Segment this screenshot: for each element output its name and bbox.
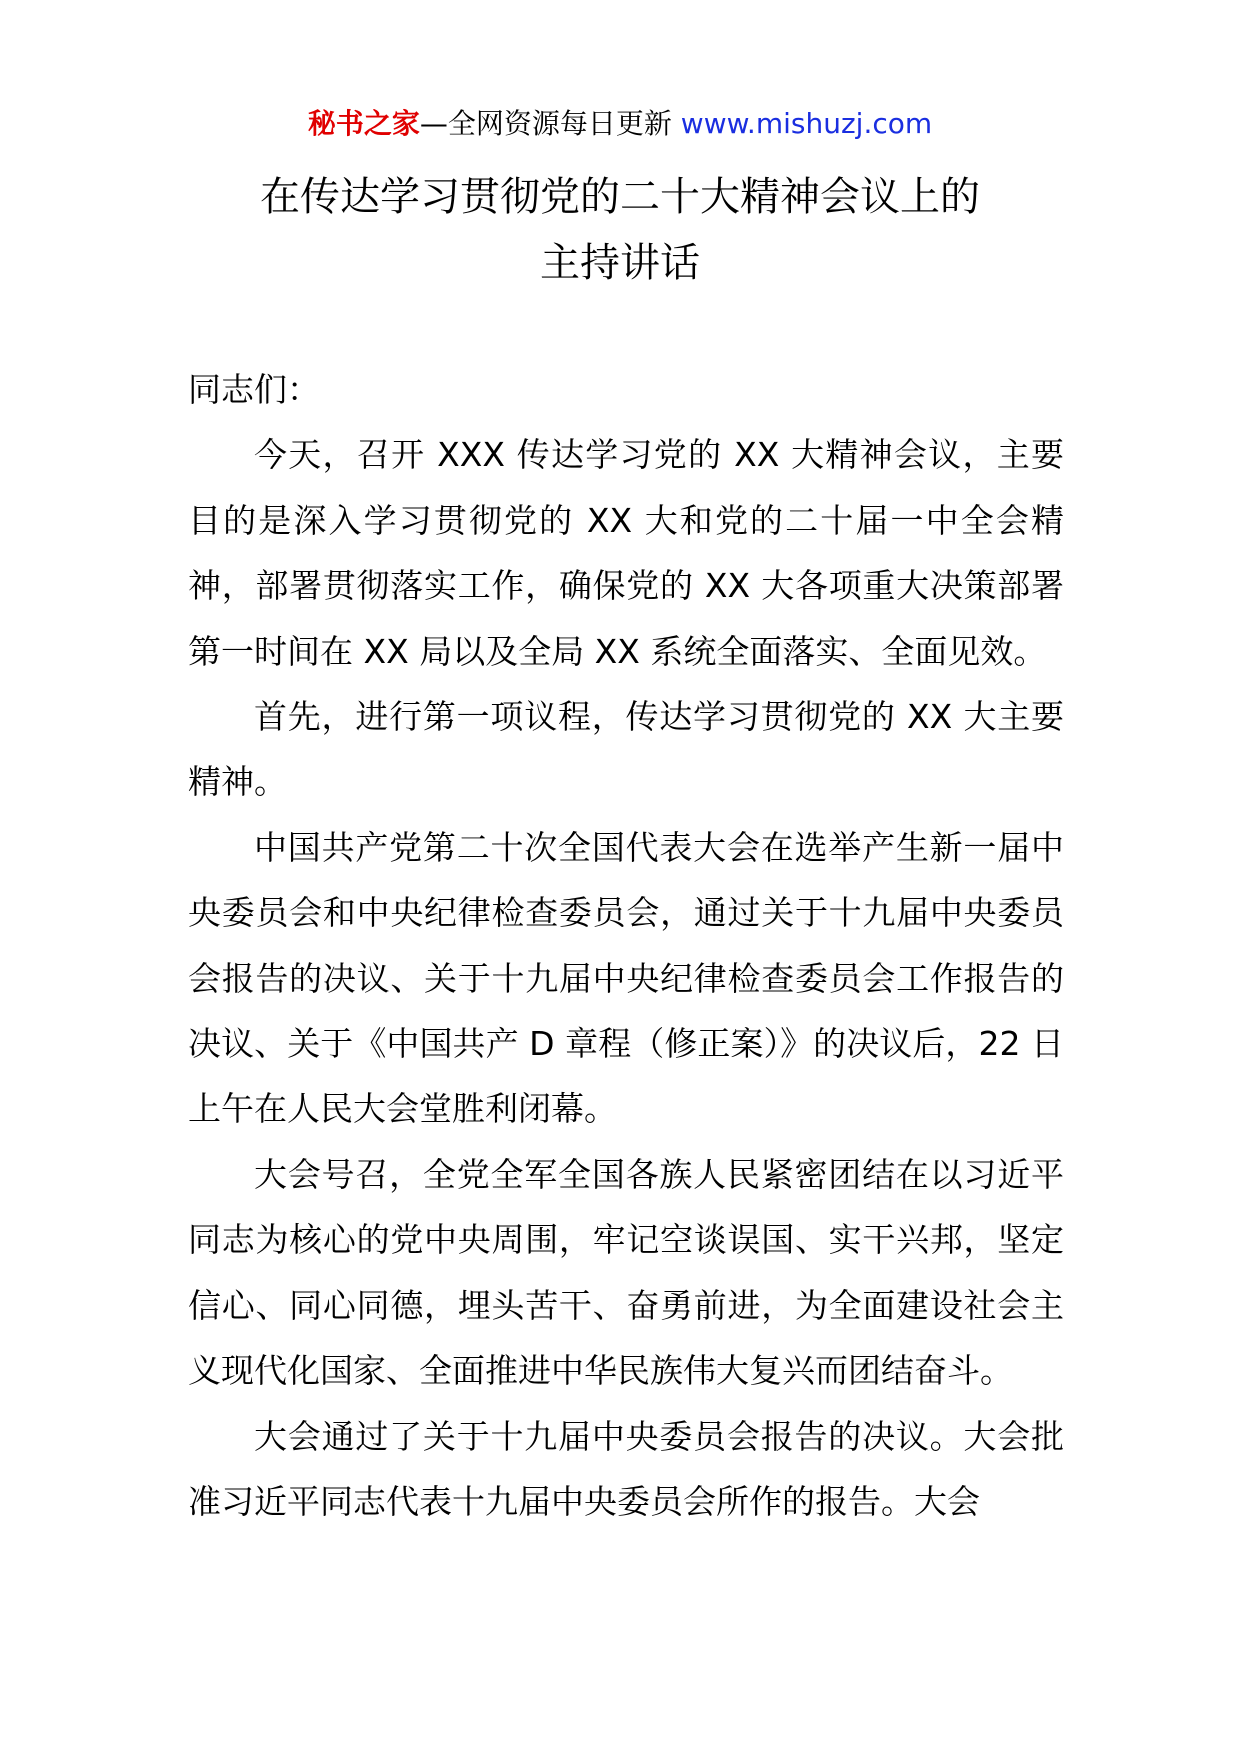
- paragraph: 今天，召开 XXX 传达学习党的 XX 大精神会议，主要目的是深入学习贯彻党的 XX 大和党的二十届一中全会精神，部署贯彻落实工作，确保党的 XX 大各项重大决策部署第一时间在 XX 局以及全局 XX 系统全面落实、全面见效。: [188, 435, 1064, 671]
- salutation: 同志们：: [188, 370, 320, 409]
- site-url[interactable]: www.mishuzj.com: [680, 107, 933, 140]
- brand-name: 秘书之家: [307, 107, 420, 140]
- paragraph: 大会通过了关于十九届中央委员会报告的决议。大会批准习近平同志代表十九届中央委员会所作的报告。大会: [188, 1416, 1064, 1521]
- paragraph: 首先，进行第一项议程，传达学习贯彻党的 XX 大主要精神。: [188, 697, 1064, 802]
- title-line-1: 在传达学习贯彻党的二十大精神会议上的: [260, 174, 980, 220]
- site-tagline: —全网资源每日更新: [419, 107, 672, 140]
- document-title: [0, 164, 1240, 296]
- title-line-2: 主持讲话: [540, 240, 700, 286]
- document-body: [188, 357, 1064, 1534]
- paragraph: 中国共产党第二十次全国代表大会在选举产生新一届中央委员会和中央纪律检查委员会，通过关于十九届中央委员会报告的决议、关于十九届中央纪律检查委员会工作报告的决议、关于《中国共产 D 章程（修正案）》的决议后，22 日上午在人民大会堂胜利闭幕。: [188, 827, 1064, 1129]
- site-header: [0, 104, 1240, 144]
- paragraph: 大会号召，全党全军全国各族人民紧密团结在以习近平同志为核心的党中央周围，牢记空谈误国、实干兴邦，坚定信心、同心同德，埋头苦干、奋勇前进，为全面建设社会主义现代化国家、全面推进中华民族伟大复兴而团结奋斗。: [188, 1154, 1064, 1391]
